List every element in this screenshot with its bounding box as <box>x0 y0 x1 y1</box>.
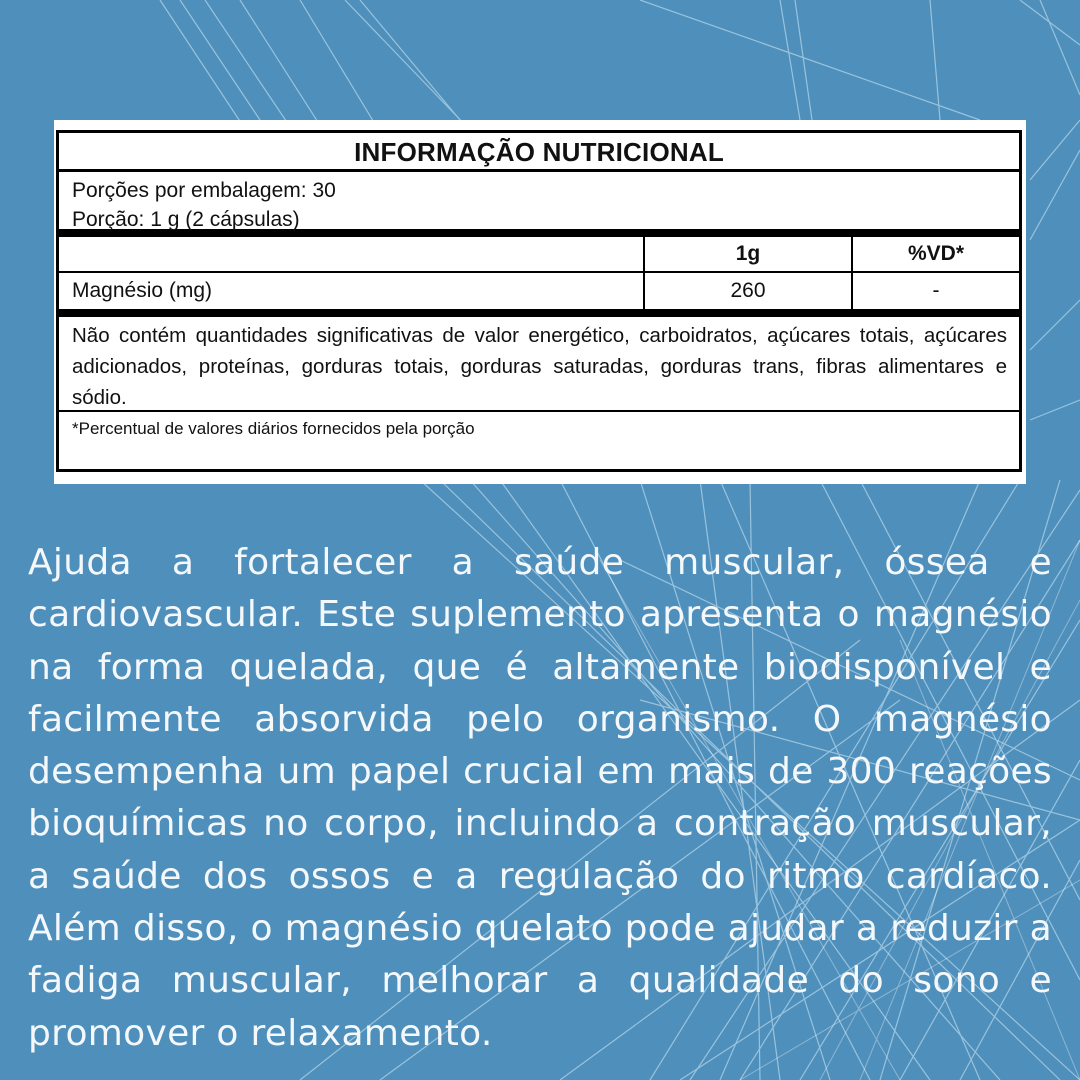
nutrient-name: Magnésio (mg) <box>59 272 644 310</box>
daily-value-footnote: *Percentual de valores diários fornecidos pela porção <box>72 419 475 438</box>
table-header-row <box>59 237 1019 272</box>
serving-size: Porção: 1 g (2 cápsulas) <box>72 208 300 231</box>
serving-info <box>59 172 1019 229</box>
nutrient-table <box>59 237 1019 311</box>
nutrition-label-card <box>54 120 1026 484</box>
product-description: Ajuda a fortalecer a saúde muscular, óssea e cardiovascular. Este suplemento apresenta o magnésio na forma quelada, que é altamente biodisponível e facilmente absorvida pelo organismo. O magnésio desempenha um papel crucial em mais de 300 reações bioquímicas no corpo, incluindo a contração muscular, a saúde dos ossos e a regulação do ritmo cardíaco. Além disso, o magnésio quelato pode ajudar a reduzir a fadiga muscular, melhorar a qualidade do sono e promover o relaxamento. <box>28 542 1052 1054</box>
not-significant-note: Não contém quantidades significativas de valor energético, carboidratos, açúcares totais, açúcares adicionados, proteínas, gorduras totais, gorduras saturadas, gorduras trans, fibras alimentares e sódio. <box>59 317 1019 412</box>
servings-per-package: Porções por embalagem: 30 <box>72 179 336 202</box>
table-row <box>59 272 1019 310</box>
header-cell-amount: 1g <box>644 237 852 272</box>
nutrient-amount: 260 <box>644 272 852 310</box>
nutrition-facts-table <box>56 130 1022 472</box>
nutrition-label-title: INFORMAÇÃO NUTRICIONAL <box>59 133 1019 172</box>
header-cell-nutrient <box>59 237 644 272</box>
nutrient-dv: - <box>852 272 1019 310</box>
header-cell-dv: %VD* <box>852 237 1019 272</box>
